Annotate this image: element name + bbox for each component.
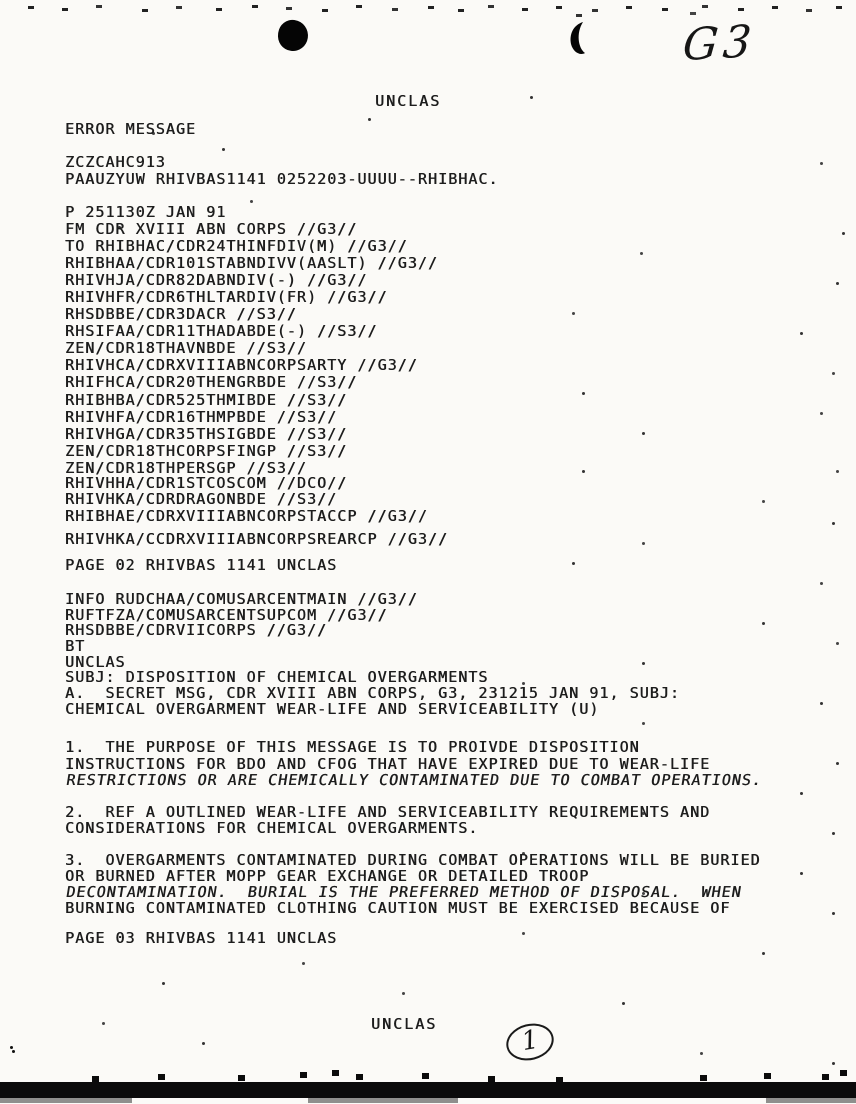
document-line: ZEN/CDR18THCORPSFINGP //S3// xyxy=(65,441,348,460)
document-line: INSTRUCTIONS FOR BDO AND CFOG THAT HAVE EXPIRED DUE TO WEAR-LIFE xyxy=(65,754,711,773)
document-line: FM CDR XVIII ABN CORPS //G3// xyxy=(65,220,358,239)
document-line: P 251130Z JAN 91 xyxy=(65,203,227,221)
addressee-rearcp xyxy=(65,531,448,548)
document-line: RHIVHKA/CCDRXVIIIABNCORPSREARCP //G3// xyxy=(65,530,449,548)
document-line: RHIVHFA/CDR16THMPBDE //S3// xyxy=(65,407,338,426)
document-line: A. SECRET MSG, CDR XVIII ABN CORPS, G3, 231215 JAN 91, SUBJ: xyxy=(65,684,680,703)
date-time-group-and-addressees xyxy=(65,204,438,477)
scan-band-shadow-left xyxy=(0,1098,132,1103)
handwritten-office-symbol: G3 xyxy=(680,15,759,72)
document-line: RHIBHAE/CDRXVIIIABNCORPSTACCP //G3// xyxy=(65,507,428,525)
paragraph-2 xyxy=(65,804,710,836)
handwritten-page-number: 1 xyxy=(519,1024,541,1058)
page-03-marker xyxy=(65,930,337,947)
scan-band-ragged-edge xyxy=(0,0,7,6)
document-line: CONSIDERATIONS FOR CHEMICAL OVERGARMENTS. xyxy=(65,819,479,837)
document-line: BT xyxy=(65,637,86,656)
document-line: ERROR MESSAGE xyxy=(65,120,197,138)
document-line: 3. OVERGARMENTS CONTAMINATED DURING COMBAT OPERATIONS WILL BE BURIED xyxy=(65,851,761,869)
document-line: INFO RUDCHAA/COMUSARCENTMAIN //G3// xyxy=(65,590,418,608)
scan-band-shadow-middle xyxy=(308,1098,458,1103)
document-line: RHIVHKA/CDRDRAGONBDE //S3// xyxy=(65,490,338,508)
document-line: ZCZCAHC913 xyxy=(65,153,166,171)
hole-punch-mark xyxy=(276,18,310,53)
scan-band-bottom xyxy=(0,1082,856,1098)
transmission-header xyxy=(65,154,498,187)
document-line: DECONTAMINATION. BURIAL IS THE PREFERRED METHOD OF DISPOSAL. WHEN xyxy=(64,883,744,901)
classification-banner-top: UNCLAS xyxy=(375,92,442,110)
document-line: BURNING CONTAMINATED CLOTHING CAUTION MUST BE EXERCISED BECAUSE OF xyxy=(65,899,731,917)
document-line: RHIBHBA/CDR525THMIBDE //S3// xyxy=(65,390,348,409)
document-line: UNCLAS xyxy=(65,652,126,671)
document-line: RHSDBBE/CDRVIICORPS //G3// xyxy=(65,621,328,640)
document-line: PAGE 03 RHIVBAS 1141 UNCLAS xyxy=(65,929,338,947)
document-line: RHIVHJA/CDR82DABNDIV(-) //G3// xyxy=(65,271,368,290)
paragraph-1 xyxy=(64,738,764,790)
page-02-marker xyxy=(65,557,337,574)
addressee-taccp xyxy=(65,508,428,525)
handwritten-page-number-circle xyxy=(502,1019,557,1066)
document-line: CHEMICAL OVERGARMENT WEAR-LIFE AND SERVICEABILITY (U) xyxy=(65,699,600,718)
document-line: RUFTFZA/COMUSARCENTSUPCOM //G3// xyxy=(65,605,388,624)
document-line: SUBJ: DISPOSITION OF CHEMICAL OVERGARMENTS xyxy=(65,668,489,687)
document-line: RHSDBBE/CDR3DACR //S3// xyxy=(65,305,297,324)
document-line: 2. REF A OUTLINED WEAR-LIFE AND SERVICEABILITY REQUIREMENTS AND xyxy=(65,803,711,821)
error-message-label xyxy=(65,121,196,138)
document-line: PAAUZYUW RHIVBAS1141 0252203-UUUU--RHIBHAC. xyxy=(65,169,499,188)
document-line: PAGE 02 RHIVBAS 1141 UNCLAS xyxy=(65,556,338,574)
classification-banner-bottom: UNCLAS xyxy=(371,1015,438,1033)
scan-band-shadow-right xyxy=(766,1098,856,1103)
document-line: ZEN/CDR18THPERSGP //S3// xyxy=(65,458,307,477)
document-line: RHIBHAA/CDR101STABNDIVV(AASLT) //G3// xyxy=(65,254,438,273)
document-line: TO RHIBHAC/CDR24THINFDIV(M) //G3// xyxy=(65,237,408,256)
document-line: RHSIFAA/CDR11THADABDE(-) //S3// xyxy=(65,322,378,341)
document-line: RHIFHCA/CDR20THENGRBDE //S3// xyxy=(65,373,358,392)
document-line: ZEN/CDR18THAVNBDE //S3// xyxy=(65,339,307,358)
document-line: RHIVHHA/CDR1STCOSCOM //DCO// xyxy=(65,474,348,492)
document-line: RHIVHFR/CDR6THLTARDIV(FR) //G3// xyxy=(65,288,388,307)
document-line: OR BURNED AFTER MOPP GEAR EXCHANGE OR DETAILED TROOP xyxy=(65,867,590,885)
document-line: RESTRICTIONS OR ARE CHEMICALLY CONTAMINATED DUE TO COMBAT OPERATIONS. xyxy=(64,771,764,790)
document-line: RHIVHCA/CDRXVIIIABNCORPSARTY //G3// xyxy=(65,356,418,375)
document-line: RHIVHGA/CDR35THSIGBDE //S3// xyxy=(65,424,348,443)
addressees-continued xyxy=(65,475,347,507)
crescent-ink-mark xyxy=(568,21,594,57)
document-line: 1. THE PURPOSE OF THIS MESSAGE IS TO PROIVDE DISPOSITION xyxy=(65,738,640,756)
info-addressees-and-subject xyxy=(65,592,680,718)
paragraph-3 xyxy=(65,852,761,916)
